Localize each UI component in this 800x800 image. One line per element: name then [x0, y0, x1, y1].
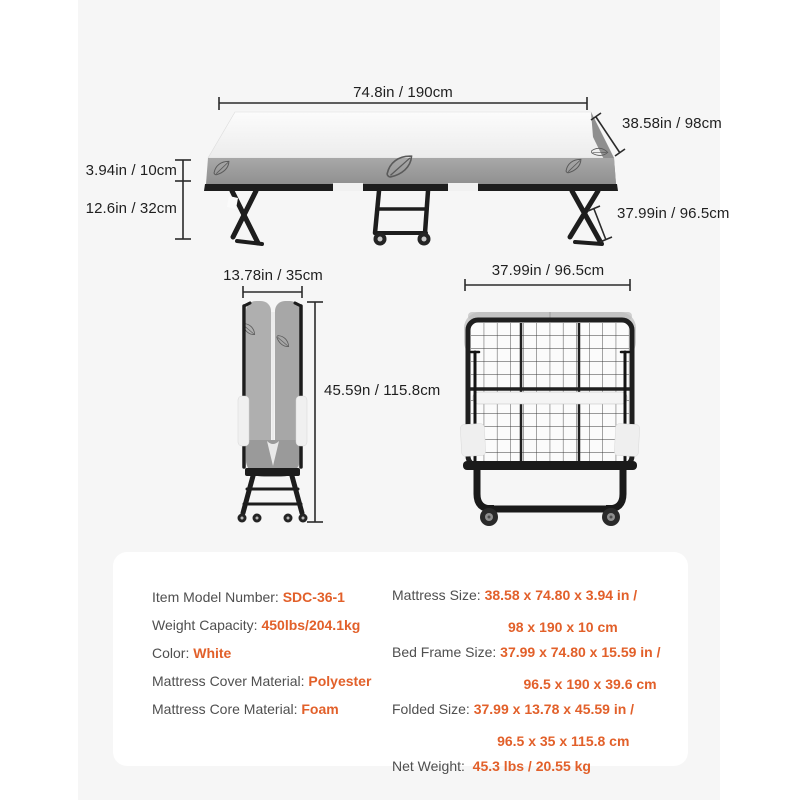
mattress-seam — [271, 312, 275, 450]
spec-column-left — [152, 589, 371, 729]
spec-row-core-material: Mattress Core Material: Foam — [152, 701, 339, 717]
spec-row-model: Item Model Number: SDC-36-1 — [152, 589, 345, 605]
dim-label-frame-height: 12.6in / 32cm — [85, 200, 177, 217]
spec-row-color: Color: White — [152, 645, 232, 661]
side-strap — [296, 396, 307, 446]
spec-row-net-weight: Net Weight: 45.3 lbs / 20.55 kg — [392, 758, 591, 774]
spec-column-right — [392, 587, 661, 783]
spec-row-bed-frame-size: Bed Frame Size: 37.99 x 74.80 x 15.59 in / 96.5 x 190 x 39.6 cm — [392, 644, 661, 692]
spec-card — [113, 552, 688, 774]
spec-row-mattress-size: Mattress Size: 38.58 x 74.80 x 3.94 in / 98 x 190 x 10 cm — [392, 587, 638, 635]
center-support — [374, 191, 431, 246]
frame-strap — [333, 183, 363, 191]
dim-label-bed-width: 38.58in / 98cm — [622, 115, 722, 132]
base-u-tube — [477, 470, 623, 509]
base-bar — [463, 461, 637, 470]
mattress-top-surface — [208, 112, 614, 158]
side-strap — [614, 423, 640, 456]
dim-label-folded-width: 37.99in / 96.5cm — [491, 262, 605, 279]
folded-bed-side-art — [238, 286, 324, 523]
dim-label-bed-length: 74.8in / 190cm — [353, 84, 453, 101]
spec-row-folded-size: Folded Size: 37.99 x 13.78 x 45.59 in / 96.5 x 35 x 115.8 cm — [392, 701, 635, 749]
dim-label-mattress-height: 3.94in / 10cm — [85, 162, 177, 179]
unfolded-bed-art — [175, 97, 625, 246]
frame-strap — [448, 183, 478, 191]
caster-wheels — [238, 514, 308, 523]
side-strap — [238, 396, 249, 446]
side-strap — [460, 423, 486, 456]
folded-bed-front-art — [460, 279, 640, 526]
middle-white-bar — [473, 392, 627, 404]
leg-bracket — [227, 196, 238, 209]
dim-label-folded-depth: 13.78in / 35cm — [223, 267, 323, 284]
dim-label-leg-depth: 37.99in / 96.5cm — [617, 205, 730, 222]
dim-label-folded-height: 45.59n / 115.8cm — [324, 382, 441, 399]
spec-row-weight-capacity: Weight Capacity: 450lbs/204.1kg — [152, 617, 361, 633]
dimension-lines-folded-front — [465, 279, 630, 291]
bed-frame-rail — [204, 184, 618, 191]
spec-row-cover-material: Mattress Cover Material: Polyester — [152, 673, 372, 689]
